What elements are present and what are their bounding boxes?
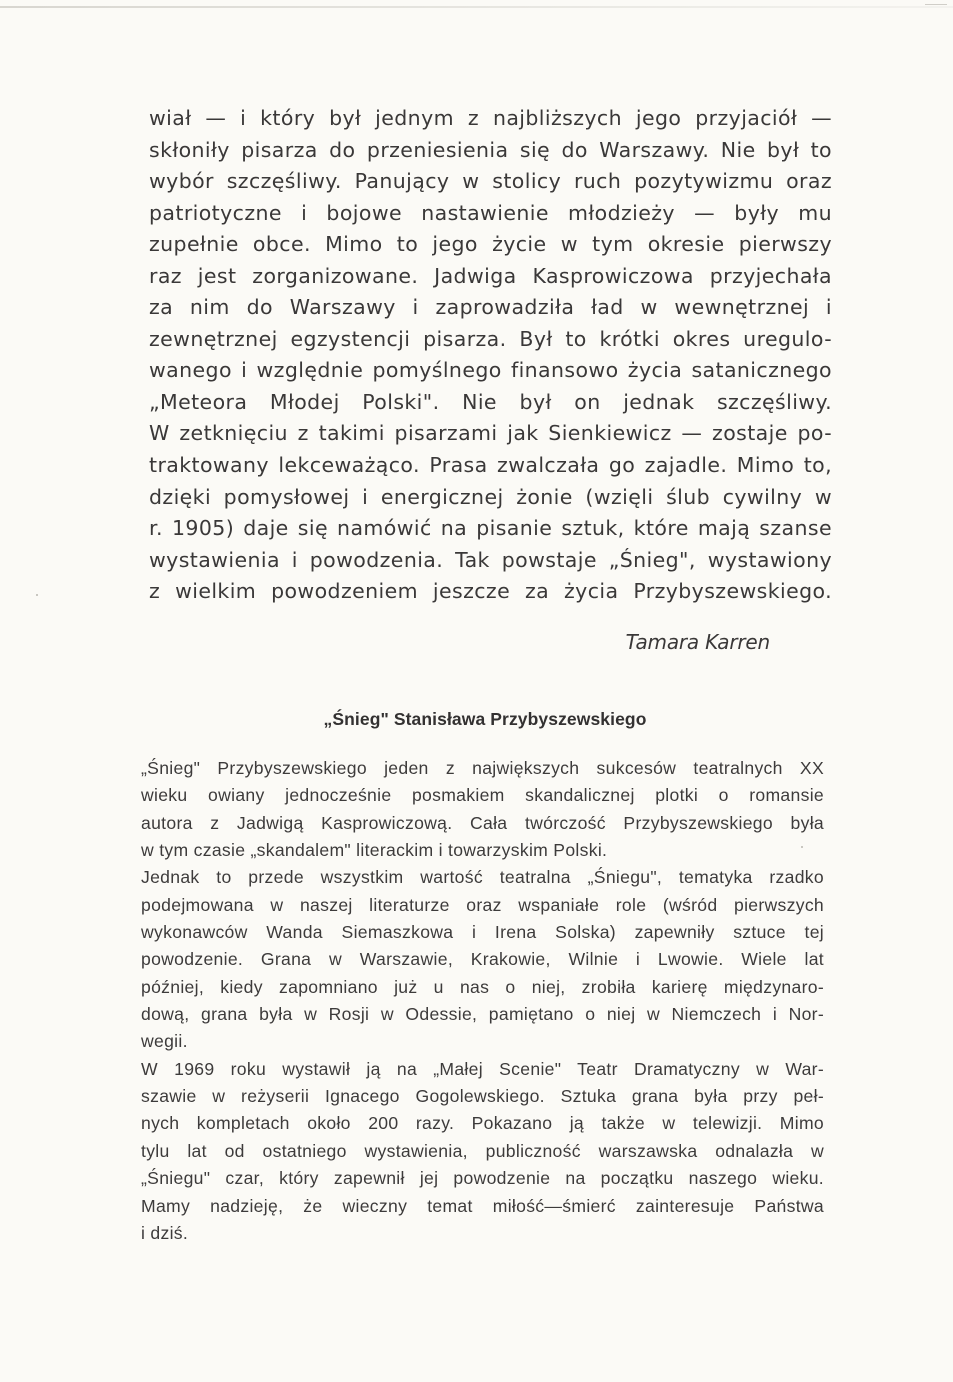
essay-text [149, 103, 832, 608]
review-line: powodzenie. Grana w Warszawie, Krakowie, Wilnie i Lwowie. Wiele lat [141, 949, 824, 970]
review-heading: „Śnieg" Stanisława Przybyszewskiego [323, 709, 647, 729]
review-line: wieku owiany jednocześnie posmakiem skandalicznej plotki o romansie [141, 785, 824, 806]
review-line: podejmowana w naszej literaturze oraz wspaniałe role (wśród pierwszych [141, 894, 824, 915]
essay-line: r. 1905) daje się namówić na pisanie sztuk, które mają szanse [149, 516, 832, 541]
review-line: Jednak to przede wszystkim wartość teatralna „Śniegu", tematyka rzadko [141, 867, 824, 888]
review-line: dową, grana była w Rosji w Odessie, pamiętano o niej w Niemczech i Nor- [141, 1004, 824, 1025]
review-line: szawie w reżyserii Ignacego Gogolewskiego. Sztuka grana była przy peł- [141, 1086, 824, 1107]
essay-line: W zetknięciu z takimi pisarzami jak Sienkiewicz — zostaje po- [149, 421, 832, 446]
review-line: „Śniegu" czar, który zapewnił jej powodzenie na początku naszego wieku. [141, 1168, 824, 1189]
essay-line: zupełnie obce. Mimo to jego życie w tym okresie pierwszy [149, 232, 832, 257]
essay-line: z wielkim powodzeniem jeszcze za życia Przybyszewskiego. [149, 579, 832, 604]
paper-speck [801, 846, 803, 848]
review-text [141, 755, 824, 1247]
essay-line: „Meteora Młodej Polski". Nie był on jednak szczęśliwy. [149, 389, 832, 414]
essay-line: skłoniły pisarza do przeniesienia się do Warszawy. Nie był to [149, 137, 832, 162]
page-corner-mark [925, 4, 947, 5]
author-signature: Tamara Karren [625, 630, 770, 654]
essay-line: za nim do Warszawy i zaprowadziła ład w wewnętrznej i [149, 295, 832, 320]
page-top-edge [0, 6, 953, 8]
essay-line: zewnętrznej egzystencji pisarza. Był to krótki okres uregulo- [149, 326, 832, 351]
review-line: wegii. [141, 1031, 188, 1052]
review-line: w tym czasie „skandalem" literackim i towarzyskim Polski. [141, 840, 608, 861]
essay-line: patriotyczne i bojowe nastawienie młodzieży — były mu [149, 200, 832, 225]
paper-speck [36, 594, 38, 596]
review-line: W 1969 roku wystawił ją na „Małej Scenie" Teatr Dramatyczny w War- [141, 1058, 824, 1079]
review-line: nych kompletach około 200 razy. Pokazano ją także w telewizji. Mimo [141, 1113, 824, 1134]
essay-line: wanego i względnie pomyślnego finansowo życia satanicznego [149, 358, 832, 383]
essay-line: traktowany lekceważąco. Prasa zwalczała go zajadle. Mimo to, [149, 453, 832, 478]
essay-line: raz jest zorganizowane. Jadwiga Kasprowiczowa przyjechała [149, 263, 832, 288]
review-line: i dziś. [141, 1222, 189, 1243]
essay-line: dzięki pomysłowej i energicznej żonie (wzięli ślub cywilny w [149, 484, 832, 509]
review-line: tylu lat od ostatniego wystawienia, publiczność warszawska odnalazła w [141, 1140, 824, 1161]
review-line: „Śnieg" Przybyszewskiego jeden z największych sukcesów teatralnych XX [141, 758, 824, 778]
essay-line: wystawienia i powodzenia. Tak powstaje „Śnieg", wystawiony [149, 547, 832, 572]
review-line: później, kiedy zapomniano już u nas o niej, zrobiła karierę międzynaro- [141, 976, 824, 997]
review-line: Mamy nadzieję, że wieczny temat miłość—śmierć zainteresuje Państwa [141, 1195, 824, 1216]
review-line: wykonawców Wanda Siemaszkowa i Irena Solska) zapewniły sztuce tej [141, 922, 824, 943]
essay-line: wiał — i który był jednym z najbliższych jego przyjaciół — [149, 106, 832, 130]
review-line: autora z Jadwigą Kasprowiczową. Cała twórczość Przybyszewskiego była [141, 812, 824, 833]
essay-line: wybór szczęśliwy. Panujący w stolicy ruch pozytywizmu oraz [149, 169, 832, 194]
